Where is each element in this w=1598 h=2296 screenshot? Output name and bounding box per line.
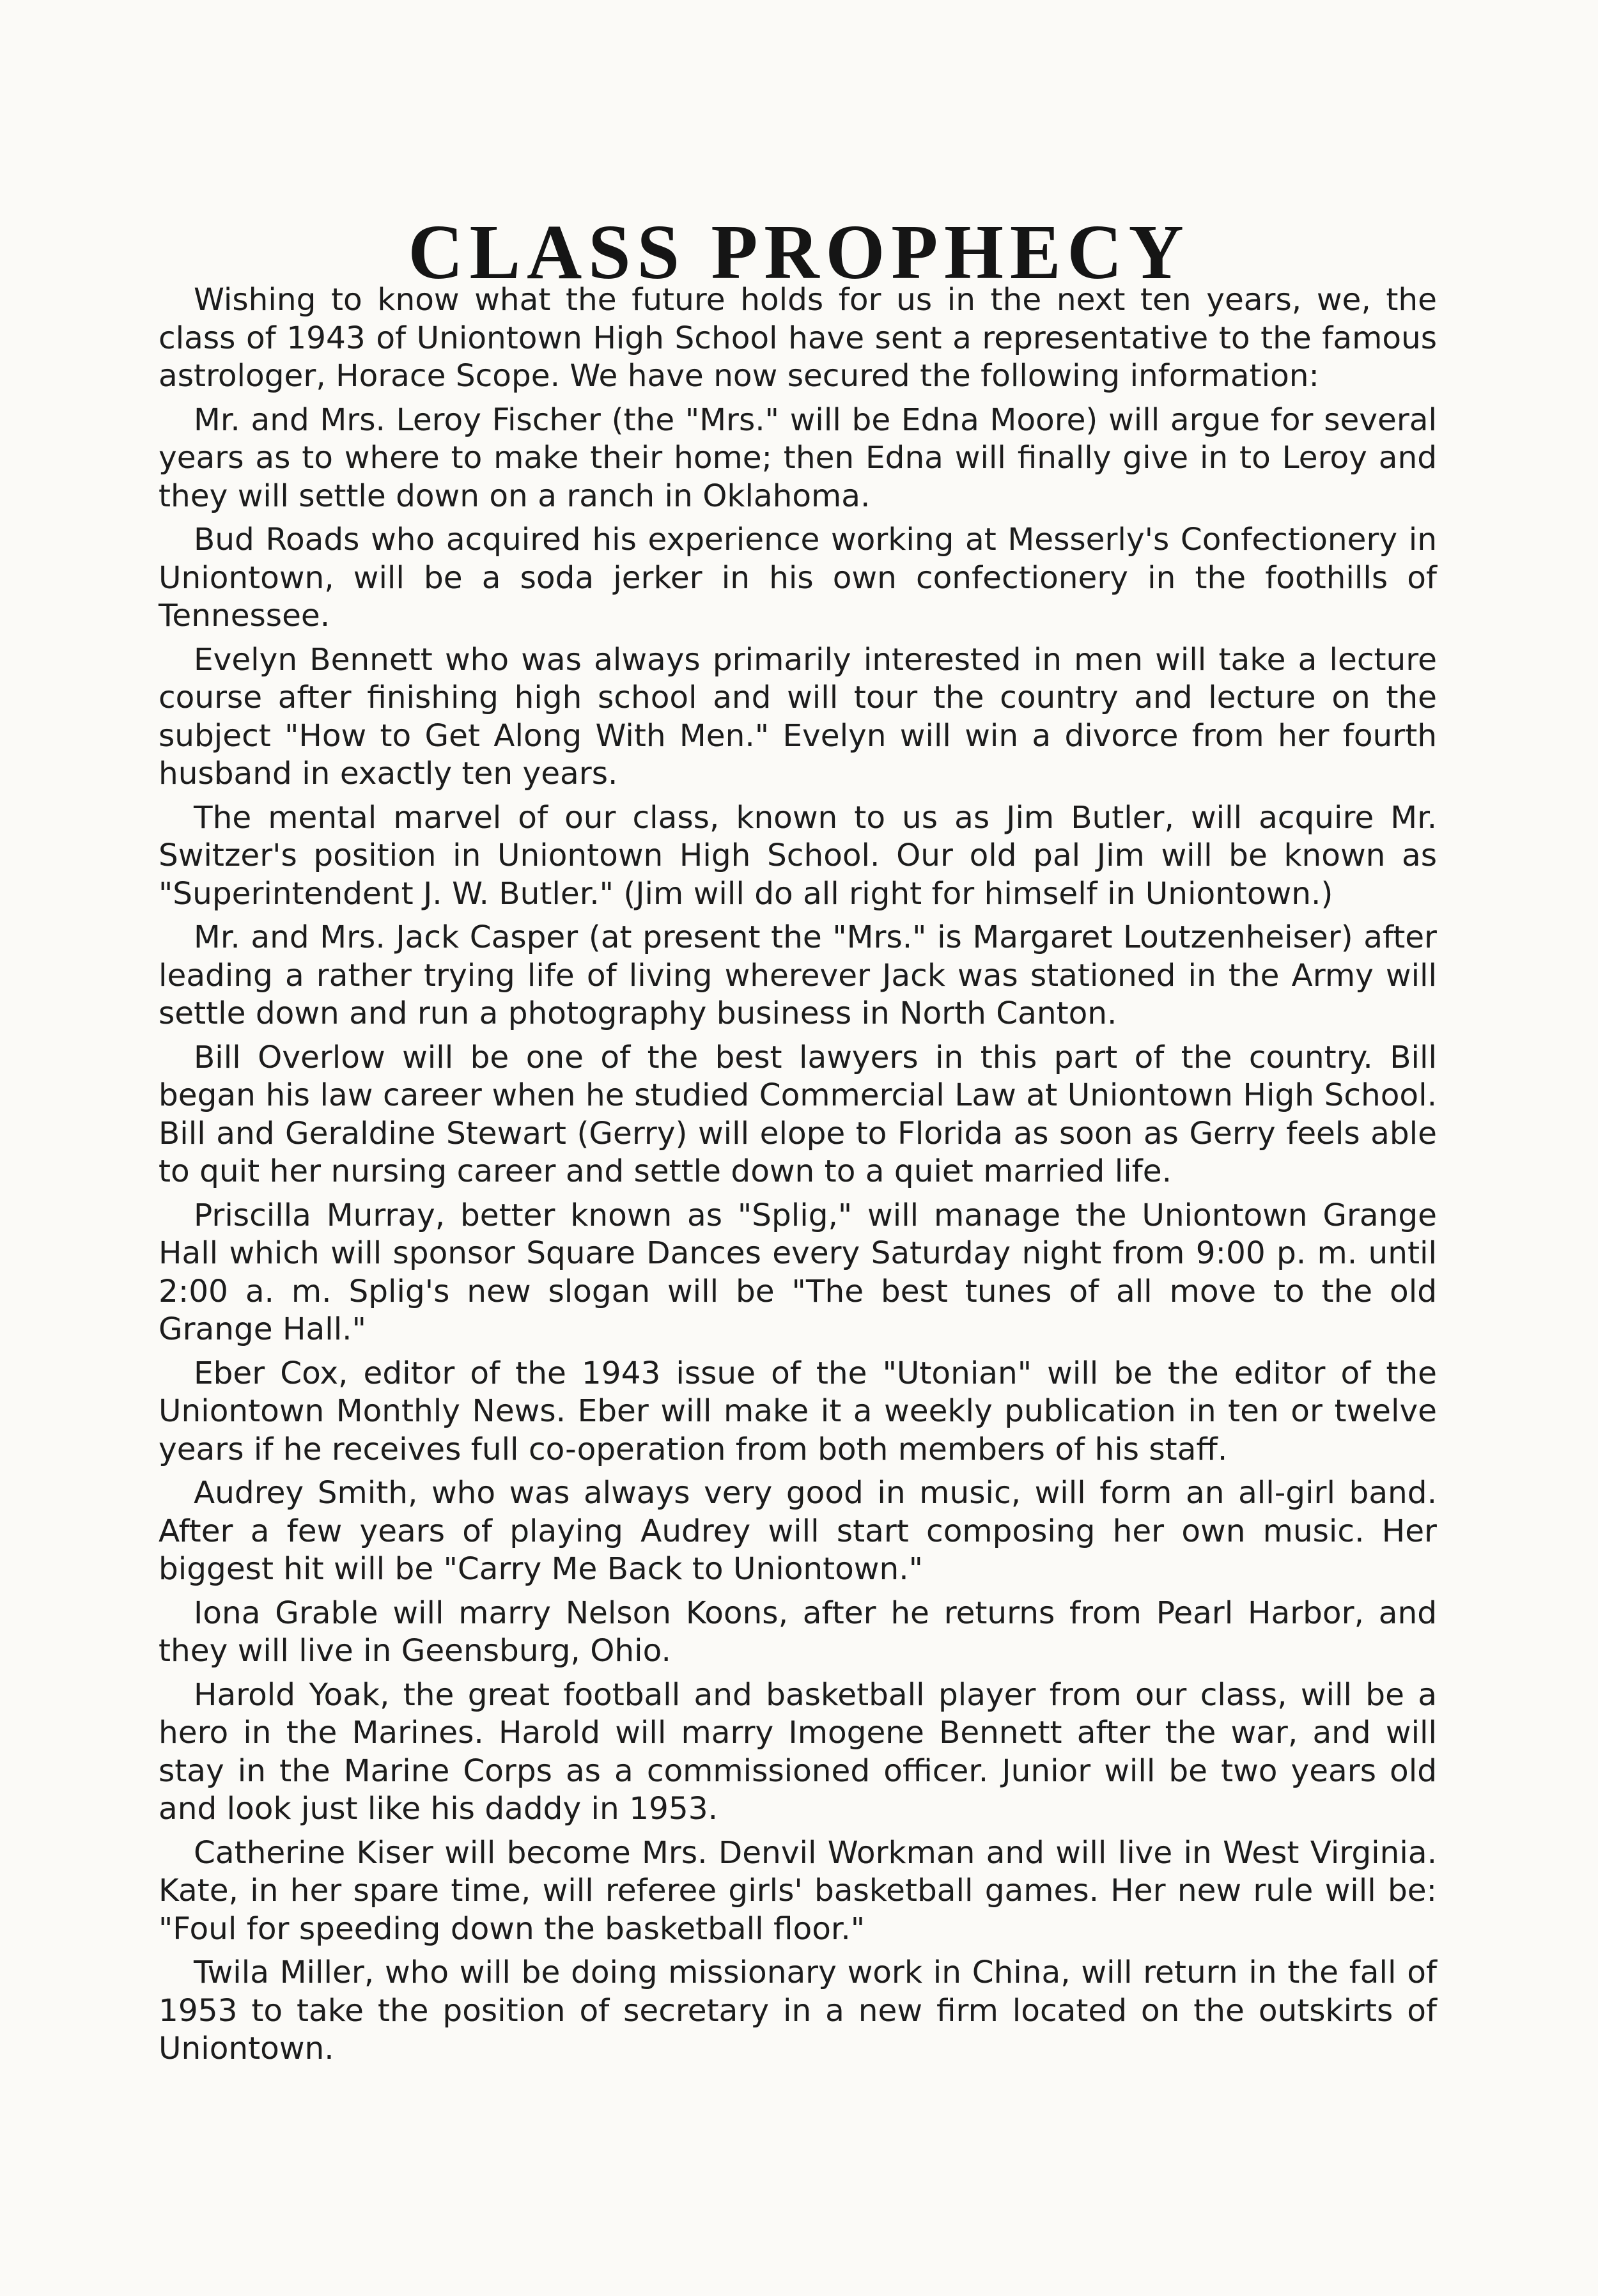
- paragraph-grable: Iona Grable will marry Nelson Koons, after he returns from Pearl Harbor, and they will live in Geensburg, Ohio.: [159, 1595, 1437, 1669]
- paragraph-fischer: Mr. and Mrs. Leroy Fischer (the "Mrs." will be Edna Moore) will argue for several years as to where to make their home; then Edna will finally give in to Leroy and they will settle down on a ranch in Oklahoma.: [159, 402, 1437, 514]
- paragraph-intro: Wishing to know what the future holds for us in the next ten years, we, the class of 1943 of Uniontown High School have sent a representative to the famous astrologer, Horace Scope. We have now secured the following information:: [159, 282, 1437, 394]
- paragraph-roads: Bud Roads who acquired his experience working at Messerly's Confectionery in Uniontown, will be a soda jerker in his own confectionery in the foothills of Tennessee.: [159, 522, 1437, 634]
- paragraph-bennett: Evelyn Bennett who was always primarily interested in men will take a lecture course after finishing high school and will tour the country and lecture on the subject "How to Get Along With Men." Evelyn will win a divorce from her fourth husband in exactly ten years.: [159, 641, 1437, 792]
- paragraph-cox: Eber Cox, editor of the 1943 issue of the "Utonian" will be the editor of the Uniontown Monthly News. Eber will make it a weekly publication in ten or twelve years if he receives full co-operation from both members of his staff.: [159, 1355, 1437, 1467]
- paragraph-murray: Priscilla Murray, better known as "Splig," will manage the Uniontown Grange Hall which will sponsor Square Dances every Saturday night from 9:00 p. m. until 2:00 a. m. Splig's new slogan will be "The best tunes of all move to the old Grange Hall.": [159, 1197, 1437, 1347]
- paragraph-kiser: Catherine Kiser will become Mrs. Denvil Workman and will live in West Virginia. Kate, in her spare time, will referee girls' basketball games. Her new rule will be: "Foul for speeding down the basketball floor.": [159, 1834, 1437, 1947]
- paragraph-smith: Audrey Smith, who was always very good in music, will form an all-girl band. After a few years of playing Audrey will start composing her own music. Her biggest hit will be "Carry Me Back to Uniontown.": [159, 1475, 1437, 1587]
- paragraph-casper: Mr. and Mrs. Jack Casper (at present the "Mrs." is Margaret Loutzenheiser) after leading a rather trying life of living wherever Jack was stationed in the Army will settle down and run a photography business in North Canton.: [159, 919, 1437, 1031]
- paragraph-overlow: Bill Overlow will be one of the best lawyers in this part of the country. Bill began his law career when he studied Commercial Law at Uniontown High School. Bill and Geraldine Stewart (Gerry) will elope to Florida as soon as Gerry feels able to quit her nursing career and settle down to a quiet married life.: [159, 1039, 1437, 1189]
- paragraph-butler: The mental marvel of our class, known to us as Jim Butler, will acquire Mr. Switzer's position in Uniontown High School. Our old pal Jim will be known as "Superintendent J. W. Butler." (Jim will do all right for himself in Uniontown.): [159, 799, 1437, 912]
- prophecy-text: [159, 281, 1437, 2074]
- paragraph-yoak: Harold Yoak, the great football and basketball player from our class, will be a hero in the Marines. Harold will marry Imogene Bennett after the war, and will stay in the Marine Corps as a commissioned officer. Junior will be two years old and look just like his daddy in 1953.: [159, 1676, 1437, 1827]
- page-title: CLASS PROPHECY: [408, 208, 1190, 295]
- paragraph-miller: Twila Miller, who will be doing missionary work in China, will return in the fall of 1953 to take the position of secretary in a new firm located on the outskirts of Uniontown.: [159, 1955, 1437, 2066]
